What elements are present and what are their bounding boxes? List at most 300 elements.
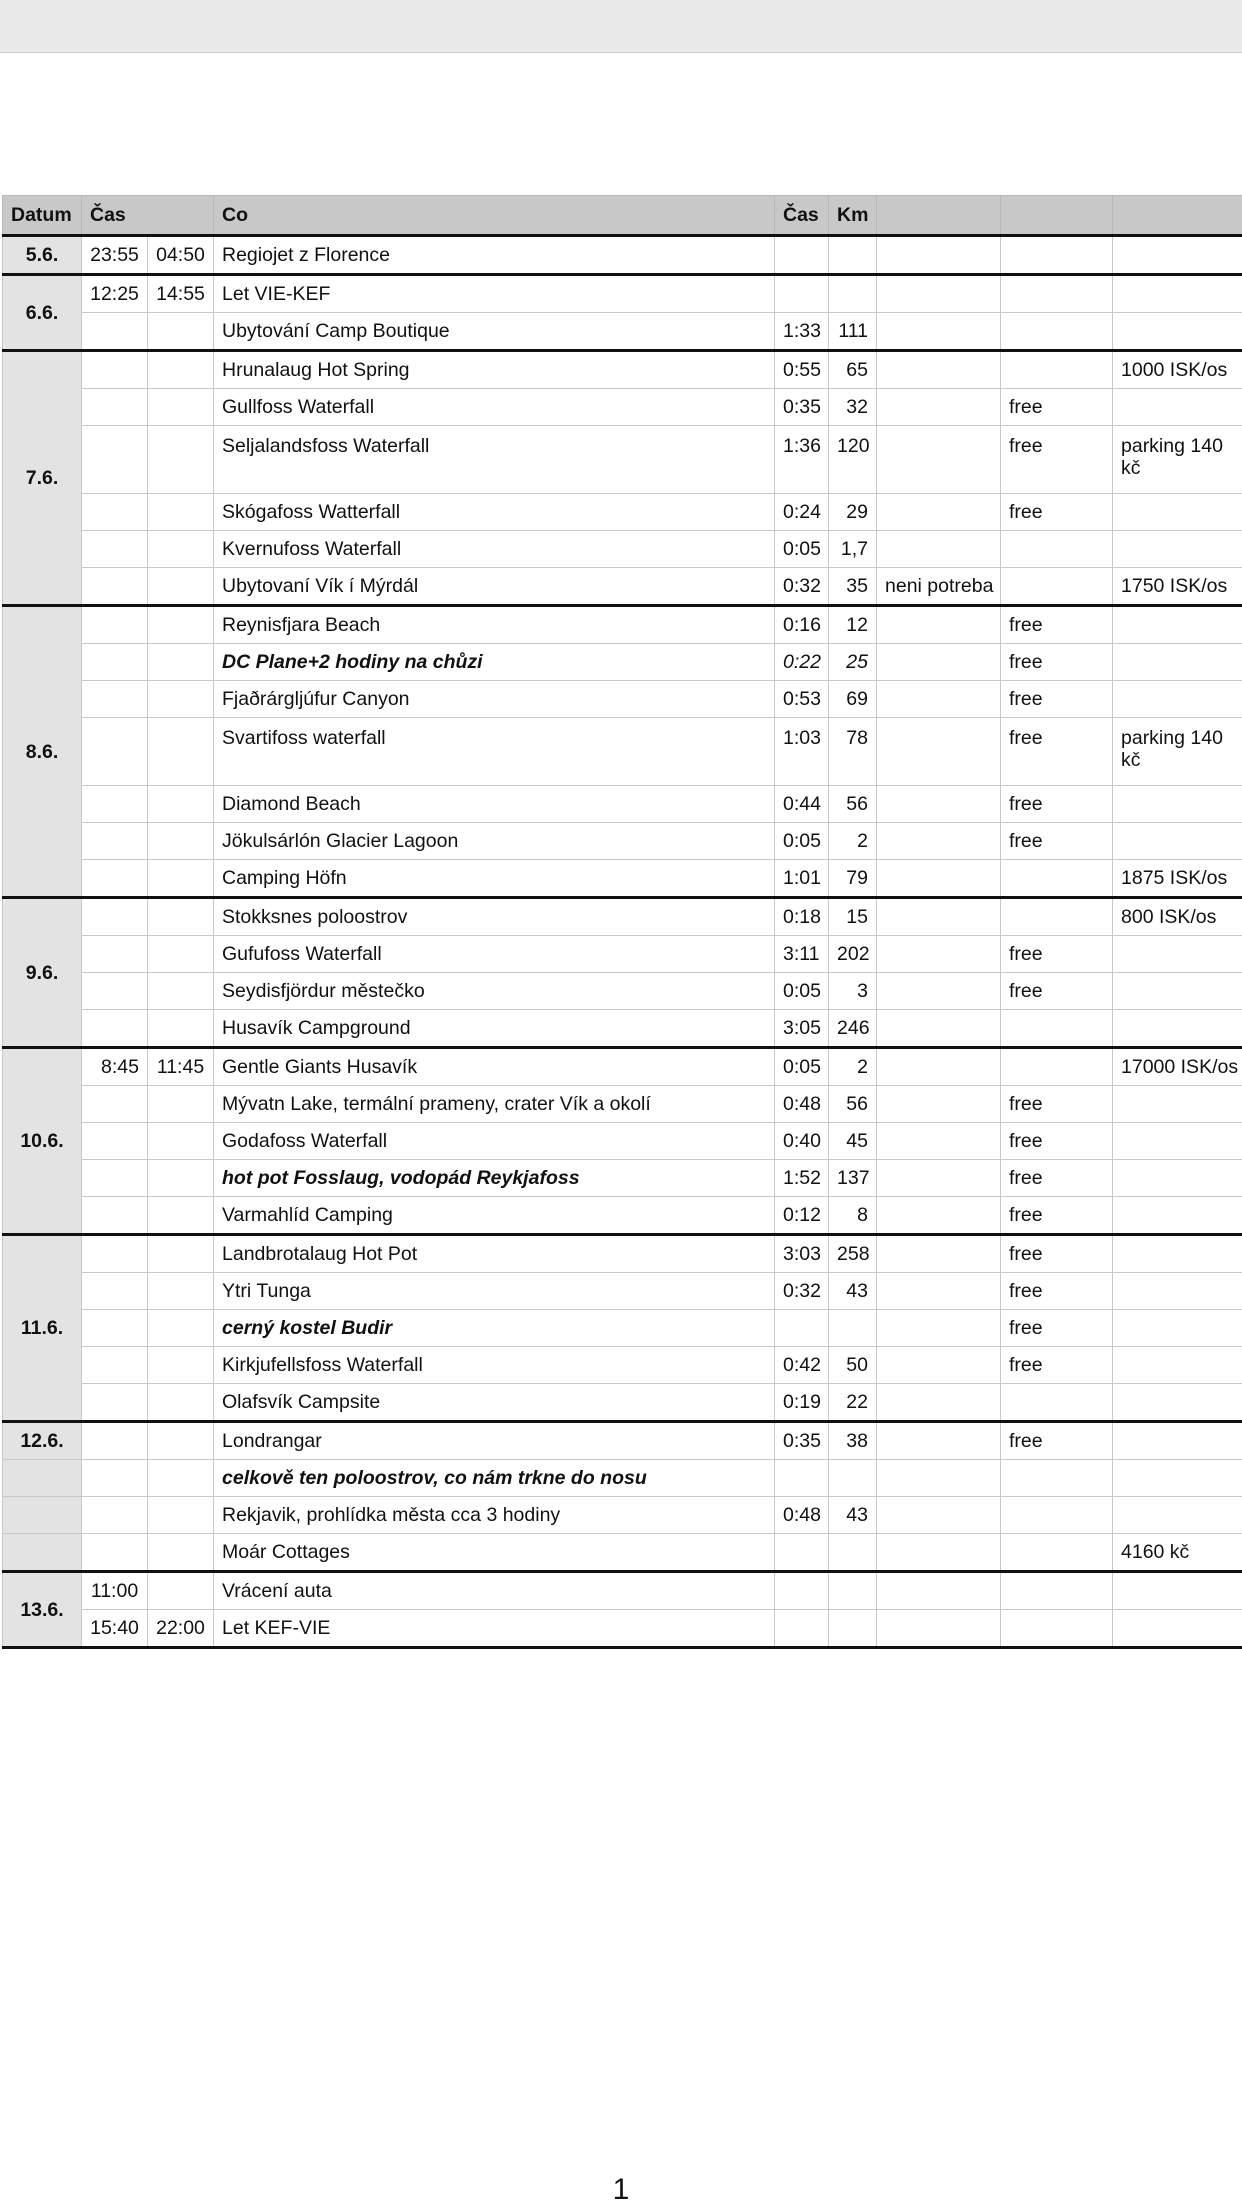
cost-cell — [1113, 1160, 1242, 1197]
free-cell: free — [1001, 1310, 1113, 1347]
start-time-cell — [82, 494, 148, 531]
duration-cell: 0:18 — [775, 898, 829, 936]
date-cell-empty — [3, 1497, 82, 1534]
duration-cell: 3:03 — [775, 1235, 829, 1273]
header-row — [3, 196, 1242, 236]
free-cell — [1001, 275, 1113, 313]
start-time-cell — [82, 1273, 148, 1310]
note-cell — [877, 898, 1001, 936]
km-cell: 35 — [829, 568, 877, 606]
note-cell — [877, 644, 1001, 681]
end-time-cell — [148, 313, 214, 351]
km-cell — [829, 275, 877, 313]
duration-cell: 0:53 — [775, 681, 829, 718]
start-time-cell — [82, 1010, 148, 1048]
duration-cell: 1:01 — [775, 860, 829, 898]
end-time-cell: 04:50 — [148, 236, 214, 275]
free-cell: free — [1001, 681, 1113, 718]
start-time-cell — [82, 1235, 148, 1273]
activity-cell: Ytri Tunga — [214, 1273, 775, 1310]
note-cell — [877, 681, 1001, 718]
activity-cell: Varmahlíd Camping — [214, 1197, 775, 1235]
activity-cell: Jökulsárlón Glacier Lagoon — [214, 823, 775, 860]
table-row — [3, 898, 1242, 936]
duration-cell: 0:19 — [775, 1384, 829, 1422]
note-cell — [877, 313, 1001, 351]
km-cell: 111 — [829, 313, 877, 351]
end-time-cell — [148, 786, 214, 823]
activity-cell: Husavík Campground — [214, 1010, 775, 1048]
activity-cell: Stokksnes poloostrov — [214, 898, 775, 936]
table-row — [3, 936, 1242, 973]
cost-cell — [1113, 1384, 1242, 1422]
start-time-cell — [82, 1460, 148, 1497]
km-cell: 45 — [829, 1123, 877, 1160]
cost-cell — [1113, 1572, 1242, 1610]
cost-cell — [1113, 973, 1242, 1010]
end-time-cell — [148, 1310, 214, 1347]
km-cell: 246 — [829, 1010, 877, 1048]
cost-cell — [1113, 1010, 1242, 1048]
end-time-cell — [148, 568, 214, 606]
end-time-cell — [148, 426, 214, 494]
end-time-cell — [148, 1010, 214, 1048]
duration-cell: 0:35 — [775, 389, 829, 426]
start-time-cell — [82, 1422, 148, 1460]
start-time-cell — [82, 1086, 148, 1123]
note-cell — [877, 494, 1001, 531]
note-cell — [877, 351, 1001, 389]
table-row — [3, 1273, 1242, 1310]
km-cell: 1,7 — [829, 531, 877, 568]
end-time-cell — [148, 1384, 214, 1422]
activity-cell: Svartifoss waterfall — [214, 718, 775, 786]
note-cell — [877, 236, 1001, 275]
activity-cell: Gullfoss Waterfall — [214, 389, 775, 426]
start-time-cell — [82, 1384, 148, 1422]
note-cell — [877, 1534, 1001, 1572]
note-cell — [877, 531, 1001, 568]
cost-cell — [1113, 389, 1242, 426]
note-cell — [877, 1123, 1001, 1160]
table-row — [3, 351, 1242, 389]
table-row — [3, 275, 1242, 313]
header-cas-duration: Čas — [775, 196, 829, 236]
header-co: Co — [214, 196, 775, 236]
start-time-cell — [82, 531, 148, 568]
header-empty — [877, 196, 1001, 236]
free-cell: free — [1001, 606, 1113, 644]
duration-cell: 0:42 — [775, 1347, 829, 1384]
duration-cell: 0:44 — [775, 786, 829, 823]
start-time-cell — [82, 823, 148, 860]
start-time-cell — [82, 1197, 148, 1235]
cost-cell — [1113, 1347, 1242, 1384]
km-cell: 43 — [829, 1273, 877, 1310]
cost-cell — [1113, 494, 1242, 531]
note-cell — [877, 1010, 1001, 1048]
free-cell — [1001, 860, 1113, 898]
km-cell: 137 — [829, 1160, 877, 1197]
free-cell — [1001, 313, 1113, 351]
table-row — [3, 1123, 1242, 1160]
cost-cell: 1000 ISK/os — [1113, 351, 1242, 389]
start-time-cell — [82, 1497, 148, 1534]
duration-cell: 0:32 — [775, 568, 829, 606]
end-time-cell — [148, 1197, 214, 1235]
activity-cell: Diamond Beach — [214, 786, 775, 823]
start-time-cell — [82, 936, 148, 973]
note-cell — [877, 275, 1001, 313]
cost-cell — [1113, 1422, 1242, 1460]
activity-cell: Let KEF-VIE — [214, 1610, 775, 1648]
cost-cell: parking 140 kč — [1113, 718, 1242, 786]
end-time-cell — [148, 1497, 214, 1534]
end-time-cell — [148, 606, 214, 644]
free-cell: free — [1001, 786, 1113, 823]
cost-cell — [1113, 606, 1242, 644]
end-time-cell — [148, 1273, 214, 1310]
header-empty — [1113, 196, 1242, 236]
note-cell — [877, 1197, 1001, 1235]
km-cell: 25 — [829, 644, 877, 681]
activity-cell: Kirkjufellsfoss Waterfall — [214, 1347, 775, 1384]
cost-cell — [1113, 1123, 1242, 1160]
table-row — [3, 786, 1242, 823]
activity-cell: Regiojet z Florence — [214, 236, 775, 275]
note-cell — [877, 786, 1001, 823]
note-cell — [877, 426, 1001, 494]
km-cell — [829, 1310, 877, 1347]
km-cell: 120 — [829, 426, 877, 494]
cost-cell — [1113, 1235, 1242, 1273]
free-cell — [1001, 1460, 1113, 1497]
free-cell — [1001, 531, 1113, 568]
cost-cell — [1113, 531, 1242, 568]
activity-cell: Vrácení auta — [214, 1572, 775, 1610]
end-time-cell — [148, 1123, 214, 1160]
end-time-cell — [148, 531, 214, 568]
cost-cell — [1113, 823, 1242, 860]
duration-cell: 0:12 — [775, 1197, 829, 1235]
note-cell — [877, 1497, 1001, 1534]
start-time-cell — [82, 786, 148, 823]
km-cell: 202 — [829, 936, 877, 973]
activity-cell: Godafoss Waterfall — [214, 1123, 775, 1160]
free-cell: free — [1001, 973, 1113, 1010]
header-datum: Datum — [3, 196, 82, 236]
table-row — [3, 1422, 1242, 1460]
end-time-cell: 14:55 — [148, 275, 214, 313]
end-time-cell — [148, 1460, 214, 1497]
date-cell: 8.6. — [3, 606, 82, 898]
start-time-cell: 12:25 — [82, 275, 148, 313]
free-cell: free — [1001, 1123, 1113, 1160]
cost-cell: parking 140 kč — [1113, 426, 1242, 494]
date-cell: 12.6. — [3, 1422, 82, 1460]
free-cell: free — [1001, 1160, 1113, 1197]
note-cell — [877, 1086, 1001, 1123]
note-cell — [877, 1048, 1001, 1086]
table-row — [3, 494, 1242, 531]
start-time-cell — [82, 973, 148, 1010]
header-km: Km — [829, 196, 877, 236]
free-cell: free — [1001, 1347, 1113, 1384]
table-row — [3, 1347, 1242, 1384]
activity-cell: Rekjavik, prohlídka města cca 3 hodiny — [214, 1497, 775, 1534]
note-cell — [877, 1460, 1001, 1497]
note-cell — [877, 1235, 1001, 1273]
km-cell: 38 — [829, 1422, 877, 1460]
km-cell — [829, 1610, 877, 1648]
start-time-cell — [82, 426, 148, 494]
km-cell: 79 — [829, 860, 877, 898]
activity-cell: Skógafoss Watterfall — [214, 494, 775, 531]
note-cell — [877, 389, 1001, 426]
start-time-cell — [82, 313, 148, 351]
free-cell — [1001, 1534, 1113, 1572]
table-row — [3, 313, 1242, 351]
cost-cell — [1113, 936, 1242, 973]
itinerary-table — [2, 195, 1242, 1649]
end-time-cell — [148, 823, 214, 860]
duration-cell: 0:05 — [775, 823, 829, 860]
start-time-cell: 15:40 — [82, 1610, 148, 1648]
km-cell: 29 — [829, 494, 877, 531]
note-cell — [877, 606, 1001, 644]
activity-cell: cerný kostel Budir — [214, 1310, 775, 1347]
date-cell-empty — [3, 1534, 82, 1572]
duration-cell — [775, 1460, 829, 1497]
duration-cell: 0:05 — [775, 973, 829, 1010]
free-cell — [1001, 1497, 1113, 1534]
duration-cell: 0:05 — [775, 1048, 829, 1086]
km-cell: 50 — [829, 1347, 877, 1384]
duration-cell: 0:35 — [775, 1422, 829, 1460]
start-time-cell — [82, 606, 148, 644]
cost-cell — [1113, 313, 1242, 351]
activity-cell: Let VIE-KEF — [214, 275, 775, 313]
start-time-cell — [82, 898, 148, 936]
table-row — [3, 1160, 1242, 1197]
start-time-cell — [82, 1160, 148, 1197]
cost-cell — [1113, 236, 1242, 275]
duration-cell — [775, 1310, 829, 1347]
activity-cell: hot pot Fosslaug, vodopád Reykjafoss — [214, 1160, 775, 1197]
start-time-cell — [82, 1534, 148, 1572]
start-time-cell — [82, 718, 148, 786]
table-row — [3, 1310, 1242, 1347]
table-row — [3, 1384, 1242, 1422]
duration-cell — [775, 1610, 829, 1648]
cost-cell: 1750 ISK/os — [1113, 568, 1242, 606]
duration-cell: 3:05 — [775, 1010, 829, 1048]
table-row — [3, 1534, 1242, 1572]
toolbar — [0, 0, 1242, 53]
duration-cell: 3:11 — [775, 936, 829, 973]
date-cell: 6.6. — [3, 275, 82, 351]
start-time-cell — [82, 1310, 148, 1347]
table-row — [3, 568, 1242, 606]
end-time-cell — [148, 936, 214, 973]
activity-cell: Fjaðrárgljúfur Canyon — [214, 681, 775, 718]
note-cell — [877, 1273, 1001, 1310]
free-cell: free — [1001, 1197, 1113, 1235]
km-cell — [829, 1460, 877, 1497]
end-time-cell — [148, 389, 214, 426]
note-cell — [877, 823, 1001, 860]
free-cell — [1001, 568, 1113, 606]
start-time-cell — [82, 681, 148, 718]
km-cell: 78 — [829, 718, 877, 786]
free-cell: free — [1001, 936, 1113, 973]
table-row — [3, 1460, 1242, 1497]
km-cell: 56 — [829, 1086, 877, 1123]
duration-cell: 0:24 — [775, 494, 829, 531]
duration-cell: 1:33 — [775, 313, 829, 351]
cost-cell — [1113, 1197, 1242, 1235]
note-cell — [877, 1347, 1001, 1384]
activity-cell: Camping Höfn — [214, 860, 775, 898]
duration-cell — [775, 275, 829, 313]
km-cell: 43 — [829, 1497, 877, 1534]
start-time-cell — [82, 568, 148, 606]
note-cell — [877, 1310, 1001, 1347]
km-cell: 15 — [829, 898, 877, 936]
start-time-cell — [82, 389, 148, 426]
end-time-cell — [148, 494, 214, 531]
end-time-cell: 22:00 — [148, 1610, 214, 1648]
note-cell — [877, 718, 1001, 786]
cost-cell: 1875 ISK/os — [1113, 860, 1242, 898]
header-cas: Čas — [82, 196, 214, 236]
start-time-cell: 8:45 — [82, 1048, 148, 1086]
activity-cell: Moár Cottages — [214, 1534, 775, 1572]
activity-cell: Ubytování Camp Boutique — [214, 313, 775, 351]
km-cell — [829, 1534, 877, 1572]
table-row — [3, 1010, 1242, 1048]
end-time-cell — [148, 1534, 214, 1572]
km-cell: 12 — [829, 606, 877, 644]
table-row — [3, 1497, 1242, 1534]
activity-cell: DC Plane+2 hodiny na chůzi — [214, 644, 775, 681]
end-time-cell — [148, 1422, 214, 1460]
table-row — [3, 426, 1242, 494]
start-time-cell — [82, 644, 148, 681]
end-time-cell — [148, 718, 214, 786]
km-cell: 56 — [829, 786, 877, 823]
table-row — [3, 1086, 1242, 1123]
activity-cell: Seljalandsfoss Waterfall — [214, 426, 775, 494]
activity-cell: Gufufoss Waterfall — [214, 936, 775, 973]
table-row — [3, 681, 1242, 718]
note-cell — [877, 1384, 1001, 1422]
start-time-cell — [82, 1347, 148, 1384]
header-empty — [1001, 196, 1113, 236]
cost-cell — [1113, 1273, 1242, 1310]
note-cell — [877, 1610, 1001, 1648]
table-row — [3, 531, 1242, 568]
cost-cell — [1113, 1310, 1242, 1347]
date-cell-empty — [3, 1460, 82, 1497]
duration-cell: 1:52 — [775, 1160, 829, 1197]
date-cell: 7.6. — [3, 351, 82, 606]
note-cell — [877, 1422, 1001, 1460]
page-number: 1 — [612, 2173, 630, 2206]
activity-cell: Landbrotalaug Hot Pot — [214, 1235, 775, 1273]
end-time-cell — [148, 860, 214, 898]
free-cell: free — [1001, 1422, 1113, 1460]
activity-cell: Reynisfjara Beach — [214, 606, 775, 644]
duration-cell: 0:22 — [775, 644, 829, 681]
cost-cell — [1113, 644, 1242, 681]
activity-cell: Olafsvík Campsite — [214, 1384, 775, 1422]
note-cell — [877, 973, 1001, 1010]
cost-cell: 4160 kč — [1113, 1534, 1242, 1572]
duration-cell: 0:48 — [775, 1086, 829, 1123]
free-cell: free — [1001, 1235, 1113, 1273]
end-time-cell — [148, 1160, 214, 1197]
note-cell — [877, 936, 1001, 973]
duration-cell: 0:40 — [775, 1123, 829, 1160]
free-cell: free — [1001, 823, 1113, 860]
km-cell: 69 — [829, 681, 877, 718]
table-row — [3, 1610, 1242, 1648]
duration-cell: 0:05 — [775, 531, 829, 568]
free-cell — [1001, 1610, 1113, 1648]
free-cell — [1001, 1048, 1113, 1086]
cost-cell — [1113, 275, 1242, 313]
table-row — [3, 606, 1242, 644]
activity-cell: Seydisfjördur městečko — [214, 973, 775, 1010]
km-cell: 2 — [829, 823, 877, 860]
end-time-cell — [148, 351, 214, 389]
free-cell: free — [1001, 1273, 1113, 1310]
table-row — [3, 1235, 1242, 1273]
start-time-cell — [82, 1123, 148, 1160]
km-cell: 8 — [829, 1197, 877, 1235]
duration-cell: 1:03 — [775, 718, 829, 786]
free-cell — [1001, 1384, 1113, 1422]
km-cell: 3 — [829, 973, 877, 1010]
duration-cell: 0:48 — [775, 1497, 829, 1534]
activity-cell: Hrunalaug Hot Spring — [214, 351, 775, 389]
free-cell: free — [1001, 718, 1113, 786]
date-cell: 11.6. — [3, 1235, 82, 1422]
free-cell: free — [1001, 494, 1113, 531]
table-row — [3, 1048, 1242, 1086]
note-cell — [877, 860, 1001, 898]
end-time-cell — [148, 1347, 214, 1384]
end-time-cell — [148, 1572, 214, 1610]
activity-cell: Londrangar — [214, 1422, 775, 1460]
table-row — [3, 1572, 1242, 1610]
table-row — [3, 973, 1242, 1010]
duration-cell: 0:32 — [775, 1273, 829, 1310]
table-row — [3, 389, 1242, 426]
cost-cell: 800 ISK/os — [1113, 898, 1242, 936]
duration-cell — [775, 1534, 829, 1572]
end-time-cell — [148, 1235, 214, 1273]
note-cell: neni potreba — [877, 568, 1001, 606]
activity-cell: Ubytovaní Vík í Mýrdál — [214, 568, 775, 606]
km-cell: 32 — [829, 389, 877, 426]
cost-cell — [1113, 1497, 1242, 1534]
table-row — [3, 823, 1242, 860]
km-cell — [829, 236, 877, 275]
free-cell — [1001, 898, 1113, 936]
start-time-cell: 23:55 — [82, 236, 148, 275]
